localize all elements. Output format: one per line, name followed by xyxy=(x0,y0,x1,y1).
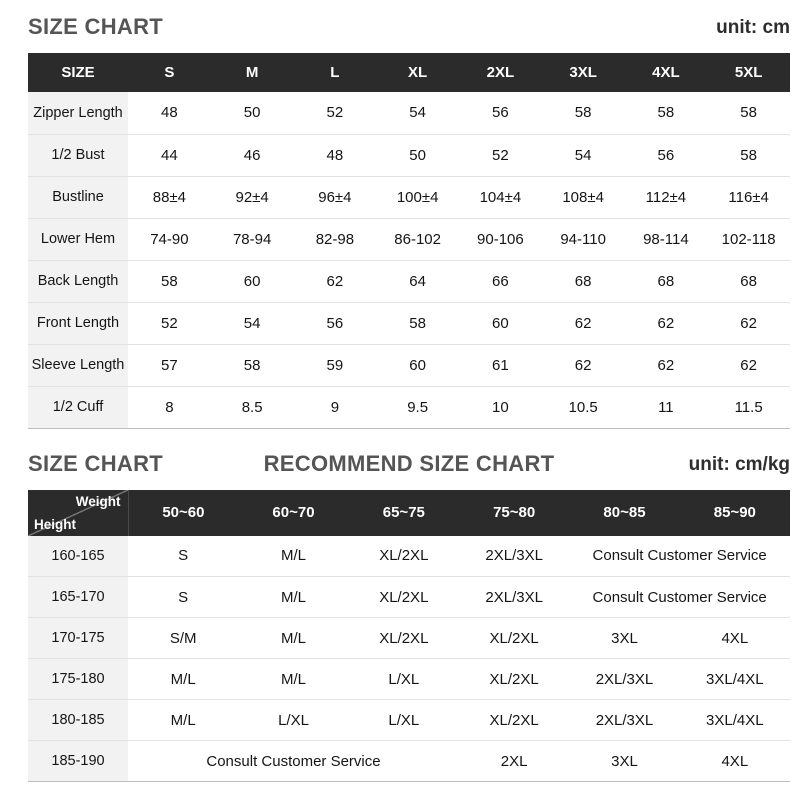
consult-customer-service-cell: Consult Customer Service xyxy=(128,741,459,782)
size-value-cell: 58 xyxy=(211,344,294,386)
recommend-size-cell: M/L xyxy=(238,536,348,577)
size-value-cell: 50 xyxy=(211,92,294,134)
recommend-size-cell: L/XL xyxy=(238,700,348,741)
height-range-label: 180-185 xyxy=(28,700,128,741)
size-value-cell: 54 xyxy=(376,92,459,134)
measurement-label: Zipper Length xyxy=(28,92,128,134)
size-value-cell: 56 xyxy=(294,302,377,344)
size-value-cell: 9.5 xyxy=(376,386,459,428)
size-value-cell: 59 xyxy=(294,344,377,386)
recommend-size-cell: S/M xyxy=(128,618,238,659)
consult-customer-service-cell: Consult Customer Service xyxy=(569,577,790,618)
recommend-size-cell: XL/2XL xyxy=(349,536,459,577)
recommend-size-cell: 3XL/4XL xyxy=(680,700,790,741)
recommend-size-cell: 2XL/3XL xyxy=(569,659,679,700)
table-row xyxy=(28,176,790,218)
recommend-size-cell: S xyxy=(128,577,238,618)
height-range-label: 170-175 xyxy=(28,618,128,659)
size-header-cell: L xyxy=(294,53,377,92)
size-value-cell: 58 xyxy=(542,92,625,134)
size-value-cell: 11.5 xyxy=(707,386,790,428)
size-value-cell: 100±4 xyxy=(376,176,459,218)
section1-titlebar xyxy=(28,14,790,40)
size-value-cell: 54 xyxy=(542,134,625,176)
size-header-cell: XL xyxy=(376,53,459,92)
size-header-row xyxy=(28,53,790,92)
size-header-cell: 5XL xyxy=(707,53,790,92)
table-row xyxy=(28,92,790,134)
table-row xyxy=(28,218,790,260)
recommend-size-cell: 2XL/3XL xyxy=(459,536,569,577)
size-value-cell: 102-118 xyxy=(707,218,790,260)
size-value-cell: 57 xyxy=(128,344,211,386)
section1-unit-label: unit: cm xyxy=(716,17,790,38)
size-value-cell: 11 xyxy=(625,386,708,428)
weight-range-header-cell: 65~75 xyxy=(349,490,459,536)
recommend-size-cell: M/L xyxy=(238,659,348,700)
size-value-cell: 68 xyxy=(542,260,625,302)
section2-subtitle: RECOMMEND SIZE CHART xyxy=(263,450,555,476)
recommend-size-cell: XL/2XL xyxy=(349,618,459,659)
size-value-cell: 112±4 xyxy=(625,176,708,218)
weight-range-header-cell: 80~85 xyxy=(569,490,679,536)
size-value-cell: 62 xyxy=(294,260,377,302)
height-range-label: 160-165 xyxy=(28,536,128,577)
table-row xyxy=(28,618,790,659)
recommend-size-cell: 3XL/4XL xyxy=(680,659,790,700)
weight-axis-label: Weight xyxy=(75,493,121,509)
recommend-size-cell: L/XL xyxy=(349,700,459,741)
size-header-cell: SIZE xyxy=(28,53,128,92)
recommend-size-cell: M/L xyxy=(128,659,238,700)
recommend-size-cell: 2XL/3XL xyxy=(569,700,679,741)
table-row xyxy=(28,741,790,782)
size-value-cell: 48 xyxy=(294,134,377,176)
table-row xyxy=(28,536,790,577)
recommend-size-cell: M/L xyxy=(238,618,348,659)
weight-range-header-cell: 50~60 xyxy=(128,490,238,536)
size-value-cell: 8 xyxy=(128,386,211,428)
recommend-size-cell: XL/2XL xyxy=(459,700,569,741)
section1-title: SIZE CHART xyxy=(28,14,163,39)
size-value-cell: 44 xyxy=(128,134,211,176)
size-value-cell: 78-94 xyxy=(211,218,294,260)
size-value-cell: 74-90 xyxy=(128,218,211,260)
table-row xyxy=(28,134,790,176)
size-value-cell: 62 xyxy=(707,344,790,386)
measurement-label: Front Length xyxy=(28,302,128,344)
section2-titlebar xyxy=(28,451,790,477)
size-header-cell: 4XL xyxy=(625,53,708,92)
size-value-cell: 92±4 xyxy=(211,176,294,218)
weight-header-row xyxy=(28,490,790,536)
section2-unit-label: unit: cm/kg xyxy=(688,453,790,475)
size-value-cell: 58 xyxy=(128,260,211,302)
measurement-label: Lower Hem xyxy=(28,218,128,260)
size-value-cell: 108±4 xyxy=(542,176,625,218)
size-value-cell: 62 xyxy=(542,344,625,386)
size-value-cell: 58 xyxy=(707,134,790,176)
size-value-cell: 60 xyxy=(459,302,542,344)
size-value-cell: 82-98 xyxy=(294,218,377,260)
size-value-cell: 50 xyxy=(376,134,459,176)
size-header-cell: 3XL xyxy=(542,53,625,92)
size-value-cell: 8.5 xyxy=(211,386,294,428)
size-value-cell: 90-106 xyxy=(459,218,542,260)
size-value-cell: 54 xyxy=(211,302,294,344)
section2-title: SIZE CHART xyxy=(28,450,163,476)
size-value-cell: 62 xyxy=(625,302,708,344)
size-value-cell: 52 xyxy=(128,302,211,344)
table-row xyxy=(28,344,790,386)
recommend-size-cell: L/XL xyxy=(349,659,459,700)
measurement-size-table xyxy=(28,53,790,429)
recommend-size-cell: 4XL xyxy=(680,741,790,782)
size-value-cell: 9 xyxy=(294,386,377,428)
recommend-size-cell: XL/2XL xyxy=(349,577,459,618)
height-range-label: 175-180 xyxy=(28,659,128,700)
recommend-size-cell: 2XL xyxy=(459,741,569,782)
size-value-cell: 88±4 xyxy=(128,176,211,218)
size-value-cell: 94-110 xyxy=(542,218,625,260)
recommend-size-cell: XL/2XL xyxy=(459,659,569,700)
size-value-cell: 58 xyxy=(376,302,459,344)
table-row xyxy=(28,659,790,700)
size-header-cell: 2XL xyxy=(459,53,542,92)
weight-range-header-cell: 60~70 xyxy=(238,490,348,536)
size-value-cell: 60 xyxy=(376,344,459,386)
recommend-size-cell: S xyxy=(128,536,238,577)
measurement-label: 1/2 Bust xyxy=(28,134,128,176)
recommend-size-cell: 4XL xyxy=(680,618,790,659)
size-value-cell: 58 xyxy=(625,92,708,134)
size-value-cell: 68 xyxy=(707,260,790,302)
table-row xyxy=(28,577,790,618)
table-row xyxy=(28,386,790,428)
measurement-label: Back Length xyxy=(28,260,128,302)
measurement-label: 1/2 Cuff xyxy=(28,386,128,428)
size-value-cell: 62 xyxy=(542,302,625,344)
size-value-cell: 62 xyxy=(707,302,790,344)
size-value-cell: 60 xyxy=(211,260,294,302)
height-range-label: 165-170 xyxy=(28,577,128,618)
weight-range-header-cell: 85~90 xyxy=(680,490,790,536)
height-range-label: 185-190 xyxy=(28,741,128,782)
weight-height-corner-cell xyxy=(28,490,128,536)
size-value-cell: 48 xyxy=(128,92,211,134)
size-header-cell: S xyxy=(128,53,211,92)
size-value-cell: 56 xyxy=(625,134,708,176)
recommend-size-cell: XL/2XL xyxy=(459,618,569,659)
measurement-label: Sleeve Length xyxy=(28,344,128,386)
size-value-cell: 86-102 xyxy=(376,218,459,260)
size-value-cell: 61 xyxy=(459,344,542,386)
table-row xyxy=(28,260,790,302)
recommend-size-cell: 3XL xyxy=(569,741,679,782)
size-value-cell: 10 xyxy=(459,386,542,428)
recommend-size-cell: M/L xyxy=(238,577,348,618)
size-header-cell: M xyxy=(211,53,294,92)
size-value-cell: 96±4 xyxy=(294,176,377,218)
size-value-cell: 98-114 xyxy=(625,218,708,260)
recommend-size-table xyxy=(28,490,790,783)
size-value-cell: 52 xyxy=(459,134,542,176)
size-value-cell: 116±4 xyxy=(707,176,790,218)
weight-range-header-cell: 75~80 xyxy=(459,490,569,536)
measurement-label: Bustline xyxy=(28,176,128,218)
size-value-cell: 52 xyxy=(294,92,377,134)
recommend-size-cell: 3XL xyxy=(569,618,679,659)
size-value-cell: 56 xyxy=(459,92,542,134)
size-value-cell: 66 xyxy=(459,260,542,302)
table-row xyxy=(28,302,790,344)
measurement-size-chart-section xyxy=(28,14,790,429)
size-value-cell: 64 xyxy=(376,260,459,302)
height-axis-label: Height xyxy=(34,516,76,532)
size-value-cell: 46 xyxy=(211,134,294,176)
size-value-cell: 10.5 xyxy=(542,386,625,428)
consult-customer-service-cell: Consult Customer Service xyxy=(569,536,790,577)
recommend-size-chart-section xyxy=(28,451,790,783)
size-value-cell: 68 xyxy=(625,260,708,302)
table-row xyxy=(28,700,790,741)
recommend-size-cell: 2XL/3XL xyxy=(459,577,569,618)
size-value-cell: 62 xyxy=(625,344,708,386)
recommend-size-cell: M/L xyxy=(128,700,238,741)
size-value-cell: 104±4 xyxy=(459,176,542,218)
size-value-cell: 58 xyxy=(707,92,790,134)
